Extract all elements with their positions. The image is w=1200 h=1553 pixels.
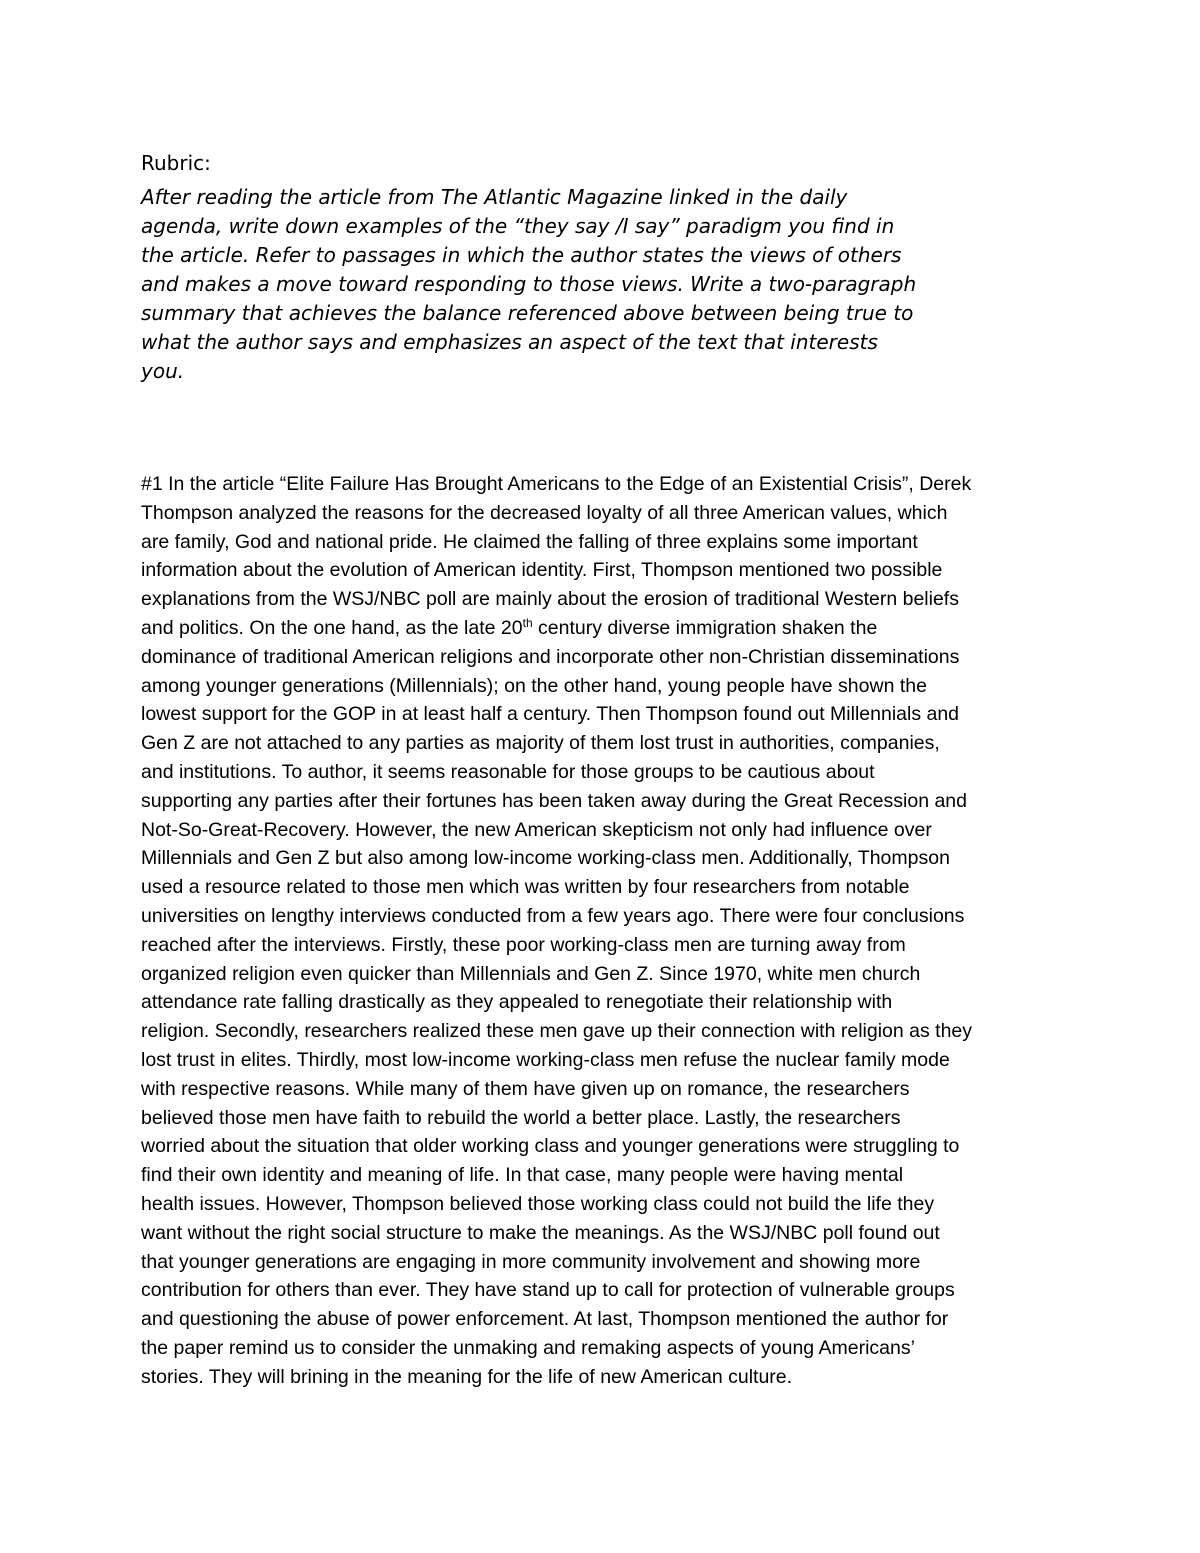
summary-line: explanations from the WSJ/NBC poll are mainly about the erosion of traditional Western beliefs <box>141 588 959 611</box>
summary-line-with-superscript <box>141 614 1076 643</box>
summary-line: used a resource related to those men which was written by four researchers from notable <box>141 876 910 899</box>
summary-paragraph <box>141 470 1076 1392</box>
summary-line: attendance rate falling drastically as they appealed to renegotiate their relationship with <box>141 991 893 1014</box>
summary-line: information about the evolution of American identity. First, Thompson mentioned two possible <box>141 559 943 582</box>
prompt-line: summary that achieves the balance referenced above between being true to <box>141 301 914 325</box>
summary-line: believed those men have faith to rebuild the world a better place. Lastly, the researchers <box>141 1106 901 1129</box>
summary-line: contribution for others than ever. They have stand up to call for protection of vulnerable groups <box>141 1279 955 1302</box>
summary-line-head: and politics. On the one hand, as the late 20 <box>141 616 523 639</box>
prompt-line: the article. Refer to passages in which the author states the views of others <box>141 243 902 267</box>
summary-line: and institutions. To author, it seems reasonable for those groups to be cautious about <box>141 760 875 783</box>
prompt-line: and makes a move toward responding to those views. Write a two-paragraph <box>141 272 917 296</box>
summary-line: want without the right social structure to make the meanings. As the WSJ/NBC poll found out <box>141 1221 940 1244</box>
summary-line: the paper remind us to consider the unmaking and remaking aspects of young Americans’ <box>141 1336 915 1359</box>
rubric-heading: Rubric: <box>141 151 211 175</box>
summary-line: dominance of traditional American religions and incorporate other non-Christian disseminations <box>141 645 960 668</box>
prompt-line: what the author says and emphasizes an aspect of the text that interests <box>141 330 878 354</box>
summary-line: Not-So-Great-Recovery. However, the new American skepticism not only had influence over <box>141 818 932 841</box>
prompt-line: After reading the article from The Atlantic Magazine linked in the daily <box>141 185 848 209</box>
summary-line: stories. They will brining in the meaning for the life of new American culture. <box>141 1365 793 1388</box>
summary-line: health issues. However, Thompson believed those working class could not build the life they <box>141 1192 935 1215</box>
summary-line: lost trust in elites. Thirdly, most low-income working-class men refuse the nuclear family mode <box>141 1048 950 1071</box>
summary-line: that younger generations are engaging in more community involvement and showing more <box>141 1250 921 1273</box>
summary-line: lowest support for the GOP in at least half a century. Then Thompson found out Millennials and <box>141 703 960 726</box>
summary-line: organized religion even quicker than Millennials and Gen Z. Since 1970, white men church <box>141 962 921 985</box>
rubric-prompt <box>141 183 1071 386</box>
summary-line-tail: century diverse immigration shaken the <box>532 616 878 639</box>
summary-line: Thompson analyzed the reasons for the decreased loyalty of all three American values, which <box>141 501 948 524</box>
summary-line: #1 In the article “Elite Failure Has Brought Americans to the Edge of an Existential Crisis”, Derek <box>141 473 972 495</box>
summary-line: Millennials and Gen Z but also among low-income working-class men. Additionally, Thompson <box>141 847 950 870</box>
summary-line: worried about the situation that older working class and younger generations were struggling to <box>141 1135 960 1158</box>
ordinal-superscript: th <box>522 615 533 630</box>
summary-line: Gen Z are not attached to any parties as majority of them lost trust in authorities, companies, <box>141 732 940 755</box>
summary-line: and questioning the abuse of power enforcement. At last, Thompson mentioned the author for <box>141 1308 949 1331</box>
summary-line: reached after the interviews. Firstly, these poor working-class men are turning away from <box>141 933 906 956</box>
prompt-line: you. <box>141 359 185 383</box>
prompt-line: agenda, write down examples of the “they say /I say” paradigm you find in <box>141 214 895 238</box>
summary-line: universities on lengthy interviews conducted from a few years ago. There were four conclusions <box>141 904 965 927</box>
summary-line: religion. Secondly, researchers realized these men gave up their connection with religion as they <box>141 1020 973 1043</box>
summary-line: find their own identity and meaning of life. In that case, many people were having mental <box>141 1164 904 1187</box>
summary-line: are family, God and national pride. He claimed the falling of three explains some important <box>141 530 918 553</box>
summary-line: with respective reasons. While many of them have given up on romance, the researchers <box>141 1077 910 1100</box>
summary-line: among younger generations (Millennials); on the other hand, young people have shown the <box>141 674 927 697</box>
summary-line: supporting any parties after their fortunes has been taken away during the Great Recession and <box>141 789 967 812</box>
